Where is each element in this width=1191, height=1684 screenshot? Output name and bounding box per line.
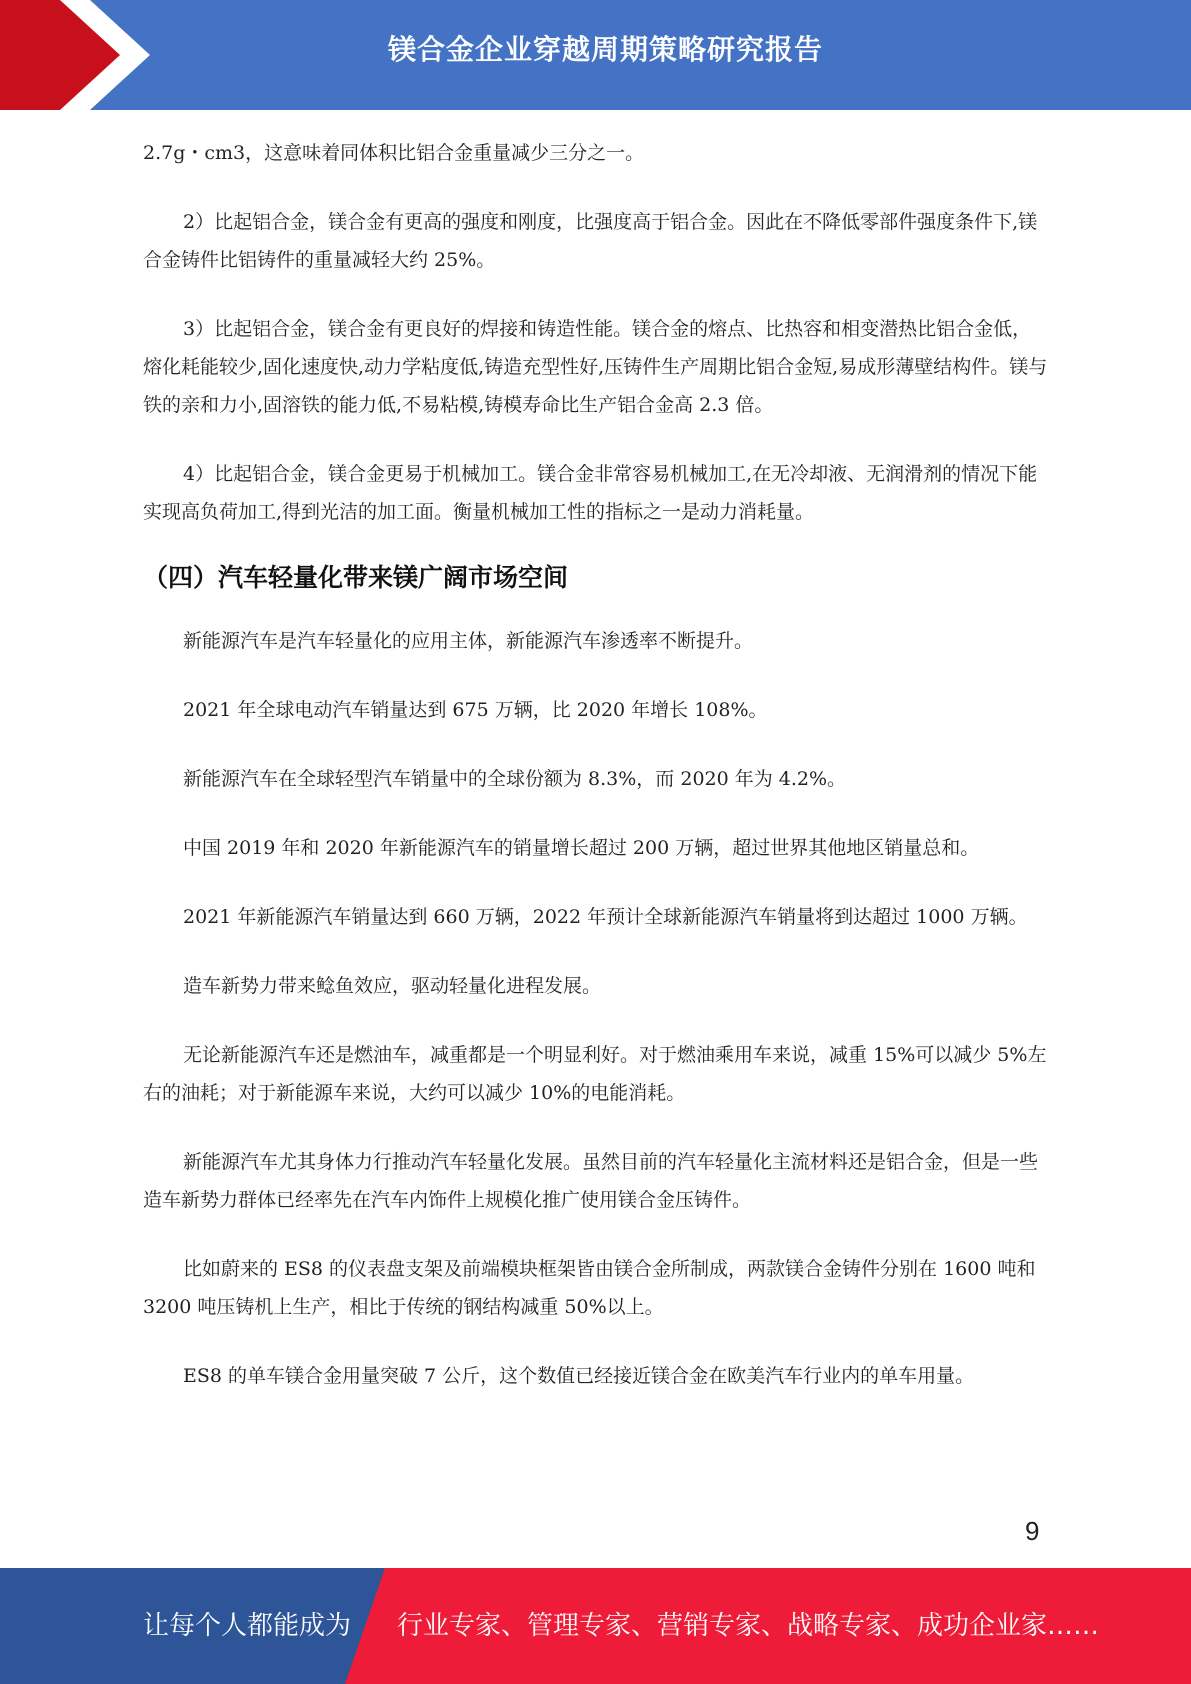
report-title: 镁合金企业穿越周期策略研究报告 — [387, 33, 823, 66]
page-content — [143, 134, 1048, 1426]
paragraph: 新能源汽车是汽车轻量化的应用主体，新能源汽车渗透率不断提升。 — [183, 630, 754, 652]
footer-slogan-right: 行业专家、管理专家、营销专家、战略专家、成功企业家…… — [397, 1611, 1100, 1641]
paragraph: 中国 2019 年和 2020 年新能源汽车的销量增长超过 200 万辆，超过世界其他地区销量总和。 — [183, 837, 980, 859]
footer-slogan-left: 让每个人都能成为 — [143, 1611, 352, 1641]
paragraph: 2021 年新能源汽车销量达到 660 万辆，2022 年预计全球新能源汽车销量将到达超过 1000 万辆。 — [183, 906, 1028, 928]
paragraph: 2.7g・cm3，这意味着同体积比铝合金重量减少三分之一。 — [143, 142, 645, 164]
paragraph: 新能源汽车在全球轻型汽车销量中的全球份额为 8.3%，而 2020 年为 4.2%。 — [183, 768, 847, 790]
paragraph: 无论新能源汽车还是燃油车，减重都是一个明显利好。对于燃油乘用车来说，减重 15%可以减少 5%左右的油耗；对于新能源车来说，大约可以减少 10%的电能消耗。 — [143, 1044, 1047, 1104]
paragraph: 2021 年全球电动汽车销量达到 675 万辆，比 2020 年增长 108%。 — [183, 699, 768, 721]
paragraph: 3）比起铝合金，镁合金有更良好的焊接和铸造性能。镁合金的熔点、比热容和相变潜热比铝合金低，熔化耗能较少,固化速度快,动力学粘度低,铸造充型性好,压铸件生产周期比铝合金短,易成形薄壁结构件。镁与铁的亲和力小,固溶铁的能力低,不易粘模,铸模寿命比生产铝合金高 2.3 倍。 — [143, 318, 1048, 416]
paragraph: 新能源汽车尤其身体力行推动汽车轻量化发展。虽然目前的汽车轻量化主流材料还是铝合金，但是一些造车新势力群体已经率先在汽车内饰件上规模化推广使用镁合金压铸件。 — [143, 1151, 1039, 1211]
paragraph: 比如蔚来的 ES8 的仪表盘支架及前端模块框架皆由镁合金所制成，两款镁合金铸件分别在 1600 吨和 3200 吨压铸机上生产，相比于传统的钢结构减重 50%以上。 — [143, 1258, 1036, 1318]
page-number: 9 — [1025, 1516, 1040, 1546]
paragraph: ES8 的单车镁合金用量突破 7 公斤，这个数值已经接近镁合金在欧美汽车行业内的单车用量。 — [183, 1365, 975, 1387]
paragraph: 2）比起铝合金，镁合金有更高的强度和刚度，比强度高于铝合金。因此在不降低零部件强度条件下,镁合金铸件比铝铸件的重量减轻大约 25%。 — [143, 211, 1038, 271]
page-footer — [0, 1568, 1191, 1684]
paragraph: 4）比起铝合金，镁合金更易于机械加工。镁合金非常容易机械加工,在无冷却液、无润滑剂的情况下能实现高负荷加工,得到光洁的加工面。衡量机械加工性的指标之一是动力消耗量。 — [143, 463, 1038, 523]
paragraph: 造车新势力带来鲶鱼效应，驱动轻量化进程发展。 — [183, 975, 602, 997]
section-heading: （四）汽车轻量化带来镁广阔市场空间 — [143, 563, 569, 592]
page-header — [0, 0, 1191, 110]
